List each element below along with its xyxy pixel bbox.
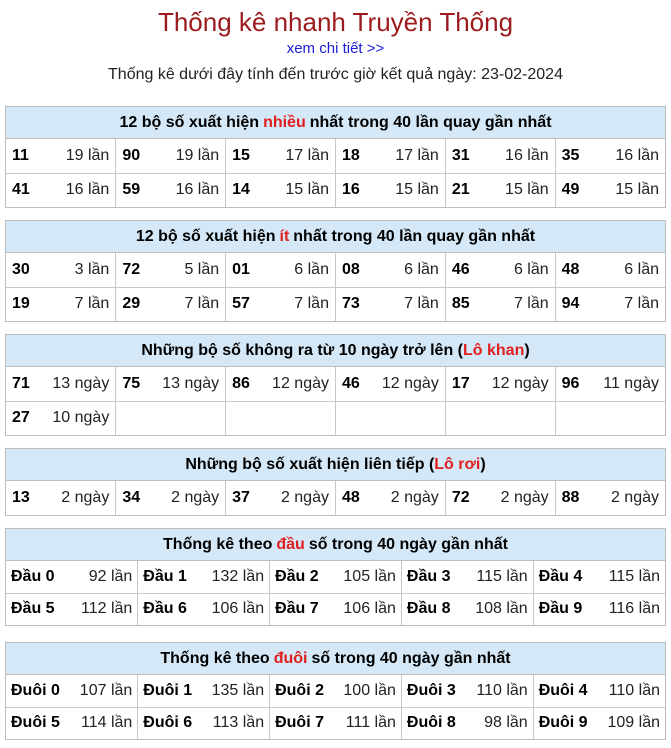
stat-count: 16 lần: [65, 181, 110, 199]
stat-number: 48: [561, 260, 580, 278]
table-cell: [6, 287, 116, 321]
table-cell: [226, 139, 336, 173]
stat-count: 3 lần: [74, 260, 110, 278]
stat-count: 132 lần: [211, 567, 265, 585]
stat-number: 30: [12, 260, 30, 278]
stat-count: 15 lần: [615, 181, 659, 199]
table-cell: [116, 253, 226, 287]
stat-count: 110 lần: [476, 681, 528, 699]
stat-cell: [12, 147, 109, 165]
stat-cell: [232, 181, 329, 199]
stat-cell: [452, 489, 549, 507]
stat-count: 114 lần: [80, 714, 133, 732]
duoi-header: Thống kê theo đuôi số trong 40 ngày gần nhất: [6, 643, 665, 675]
stat-count: 6 lần: [294, 260, 329, 278]
stat-count: 2 ngày: [500, 489, 549, 506]
table-cell: [226, 287, 336, 321]
stat-cell: [342, 375, 439, 393]
stat-count: 135 lần: [211, 681, 265, 699]
stat-count: 2 ngày: [61, 489, 110, 506]
stat-count: 7 lần: [184, 295, 220, 313]
least-frequent-header: 12 bộ số xuất hiện ít nhất trong 40 lần quay gần nhất: [6, 221, 665, 253]
most-frequent-header: 12 bộ số xuất hiện nhiều nhất trong 40 lần quay gần nhất: [6, 107, 665, 139]
table-cell: [6, 173, 116, 207]
stat-count: 7 lần: [294, 295, 329, 313]
stat-cell: [562, 261, 659, 279]
stat-cell: [562, 375, 659, 393]
stat-number: 59: [122, 181, 141, 199]
stat-cell: [562, 147, 659, 165]
table-row: [6, 367, 665, 401]
table-cell: [270, 561, 402, 593]
stat-cell: [407, 714, 528, 732]
table-cell: [6, 139, 116, 173]
stat-number: 21: [451, 181, 470, 199]
stat-number: 14: [232, 181, 250, 199]
table-cell: [116, 481, 226, 515]
table-cell: [401, 561, 533, 593]
stat-count: 7 lần: [624, 295, 659, 313]
table-cell: [6, 481, 116, 515]
table-cell: [335, 481, 445, 515]
dau-table: [6, 561, 665, 625]
stat-cell: [12, 375, 109, 393]
stat-cell: [275, 714, 396, 732]
table-cell: [555, 367, 665, 401]
table-row: [6, 561, 665, 593]
table-cell: [335, 401, 445, 435]
stat-count: 5 lần: [184, 260, 220, 278]
table-cell: [6, 675, 138, 707]
stat-number: Đuôi 2: [275, 681, 324, 699]
stat-count: 106 lần: [343, 600, 396, 618]
table-cell: [335, 253, 445, 287]
stat-number: 37: [232, 489, 250, 506]
table-cell: [6, 561, 138, 593]
table-cell: [226, 253, 336, 287]
table-cell: [6, 253, 116, 287]
table-cell: [533, 707, 665, 739]
table-cell: [270, 675, 402, 707]
stat-count: 109 lần: [607, 714, 660, 732]
table-cell: [226, 367, 336, 401]
stat-count: 100 lần: [343, 681, 396, 699]
stat-cell: [452, 147, 549, 165]
stat-count: 11 ngày: [603, 374, 659, 392]
stat-number: 96: [561, 374, 580, 392]
stat-count: 6 lần: [624, 260, 659, 278]
table-cell: [226, 481, 336, 515]
stat-number: 29: [122, 295, 141, 313]
stat-count: 108 lần: [475, 600, 528, 618]
duoi-table: [6, 675, 665, 739]
stat-number: 49: [561, 181, 580, 199]
stat-number: Đầu 9: [538, 600, 583, 618]
stat-cell: [11, 682, 132, 700]
most-frequent-section: [5, 106, 666, 208]
table-cell: [445, 401, 555, 435]
stat-number: 94: [561, 295, 580, 313]
stat-count: 2 ngày: [171, 489, 220, 506]
table-cell: [226, 401, 336, 435]
stat-number: Đầu 8: [406, 600, 451, 618]
stat-number: 48: [341, 489, 360, 506]
stat-cell: [143, 714, 264, 732]
stat-count: 105 lần: [343, 567, 396, 585]
stat-count: 2 ngày: [610, 489, 659, 506]
stat-count: 19 lần: [175, 146, 220, 164]
lo-khan-header: Những bộ số không ra từ 10 ngày trở lên ( Lô khan ): [6, 335, 665, 367]
stat-count: 107 lần: [79, 681, 133, 699]
table-cell: [445, 139, 555, 173]
stat-cell: [143, 600, 264, 618]
stat-number: 31: [451, 146, 470, 164]
stat-count: 2 ngày: [390, 489, 439, 506]
stat-cell: [562, 489, 659, 507]
table-cell: [6, 707, 138, 739]
stat-count: 15 lần: [395, 181, 439, 199]
stat-cell: [122, 147, 219, 165]
stat-count: 7 lần: [74, 295, 110, 313]
stat-count: 12 ngày: [491, 374, 549, 392]
stat-cell: [143, 568, 264, 586]
stat-number: Đuôi 3: [406, 681, 456, 699]
table-cell: [6, 593, 138, 625]
lo-khan-table: [6, 367, 665, 435]
stat-cell: [232, 261, 329, 279]
stat-count: 115 lần: [608, 567, 660, 585]
stat-cell: [407, 682, 528, 700]
stat-count: 16 lần: [615, 146, 659, 164]
table-cell: [335, 173, 445, 207]
table-row: [6, 253, 665, 287]
table-cell: [555, 481, 665, 515]
table-cell: [116, 367, 226, 401]
stat-number: Đuôi 8: [406, 714, 456, 732]
stat-count: 113 lần: [212, 714, 265, 732]
stat-cell: [562, 295, 659, 313]
table-cell: [6, 367, 116, 401]
stat-cell: [143, 682, 264, 700]
page-title: Thống kê nhanh Truyền Thống: [157, 7, 514, 37]
stat-cell: [11, 600, 132, 618]
stat-cell: [452, 295, 549, 313]
stat-count: 10 ngày: [52, 409, 110, 427]
table-row: [6, 707, 665, 739]
stat-cell: [452, 261, 549, 279]
stat-count: 15 lần: [285, 181, 329, 199]
table-row: [6, 481, 665, 515]
stat-cell: [539, 714, 660, 732]
stat-count: 17 lần: [395, 146, 439, 164]
stat-cell: [232, 147, 329, 165]
table-cell: [401, 707, 533, 739]
table-row: [6, 675, 665, 707]
stat-cell: [342, 295, 439, 313]
table-cell: [401, 675, 533, 707]
dau-section: [5, 528, 666, 626]
stat-cell: [342, 261, 439, 279]
duoi-section: [5, 642, 666, 740]
lo-roi-table: [6, 481, 665, 515]
stat-number: 46: [451, 260, 470, 278]
stat-cell: [342, 489, 439, 507]
stat-number: Đầu 3: [406, 567, 451, 585]
stat-count: 92 lần: [88, 567, 133, 585]
stat-number: Đầu 5: [11, 600, 55, 618]
stat-number: 73: [341, 295, 360, 313]
stat-number: 15: [232, 146, 250, 164]
stat-number: 86: [232, 374, 250, 392]
stat-cell: [12, 489, 109, 507]
stat-count: 112 lần: [80, 600, 133, 618]
stat-number: 88: [561, 489, 580, 506]
table-cell: [116, 173, 226, 207]
stat-number: Đầu 4: [538, 567, 583, 585]
stat-cell: [122, 489, 219, 507]
stat-cell: [11, 568, 132, 586]
stat-count: 13 ngày: [52, 374, 110, 392]
table-cell: [533, 675, 665, 707]
table-cell: [270, 593, 402, 625]
stat-cell: [407, 568, 528, 586]
table-cell: [270, 707, 402, 739]
stat-number: 34: [122, 489, 141, 506]
stat-cell: [122, 295, 219, 313]
stat-cell: [342, 147, 439, 165]
stat-number: 11: [12, 146, 29, 164]
stat-cell: [122, 261, 219, 279]
stat-number: 27: [12, 409, 30, 427]
stat-number: Đuôi 9: [538, 714, 588, 732]
stat-number: 16: [341, 181, 360, 199]
table-cell: [533, 593, 665, 625]
stat-cell: [232, 375, 329, 393]
stat-number: 85: [451, 295, 470, 313]
stat-count: 7 lần: [404, 295, 439, 313]
stat-number: Đầu 7: [275, 600, 319, 618]
table-cell: [445, 253, 555, 287]
table-cell: [138, 707, 270, 739]
stat-number: Đuôi 0: [11, 681, 60, 699]
stat-count: 2 ngày: [280, 489, 329, 506]
stat-count: 15 lần: [505, 181, 549, 199]
table-cell: [401, 593, 533, 625]
table-cell: [555, 287, 665, 321]
stat-number: 71: [12, 374, 30, 392]
stat-count: 16 lần: [175, 181, 220, 199]
stat-count: 98 lần: [484, 714, 528, 732]
stat-cell: [562, 181, 659, 199]
most-frequent-table: [6, 139, 665, 207]
stat-number: 41: [12, 181, 30, 199]
stat-cell: [11, 714, 132, 732]
table-cell: [116, 287, 226, 321]
table-cell: [445, 367, 555, 401]
stat-count: 6 lần: [513, 260, 549, 278]
stat-cell: [275, 568, 396, 586]
table-row: [6, 401, 665, 435]
stat-number: 17: [451, 374, 470, 392]
table-cell: [555, 253, 665, 287]
stat-cell: [539, 600, 660, 618]
stat-count: 6 lần: [404, 260, 439, 278]
stat-number: Đầu 2: [275, 567, 319, 585]
table-cell: [335, 367, 445, 401]
stat-cell: [232, 295, 329, 313]
dau-header: Thống kê theo đầu số trong 40 ngày gần nhất: [6, 529, 665, 561]
stat-number: 35: [561, 146, 580, 164]
stat-cell: [452, 375, 549, 393]
stat-number: 46: [341, 374, 360, 392]
stat-count: 12 ngày: [381, 374, 439, 392]
table-cell: [138, 593, 270, 625]
stat-number: 75: [122, 374, 141, 392]
stat-cell: [407, 600, 528, 618]
stat-cell: [12, 409, 109, 427]
stat-number: 13: [12, 489, 30, 506]
table-cell: [6, 401, 116, 435]
stat-count: 19 lần: [65, 146, 110, 164]
stat-number: Đuôi 6: [143, 714, 193, 732]
table-cell: [138, 675, 270, 707]
stat-number: 18: [341, 146, 360, 164]
stat-count: 7 lần: [513, 295, 549, 313]
table-cell: [445, 287, 555, 321]
stat-cell: [275, 600, 396, 618]
table-cell: [555, 401, 665, 435]
table-cell: [335, 139, 445, 173]
lo-roi-header: Những bộ số xuất hiện liên tiếp ( Lô rơi ): [6, 449, 665, 481]
stat-number: Đầu 0: [11, 567, 55, 585]
stat-count: 16 lần: [505, 146, 549, 164]
lo-khan-section: [5, 334, 666, 436]
stat-cell: [539, 568, 660, 586]
table-cell: [555, 173, 665, 207]
stat-count: 116 lần: [608, 600, 660, 618]
stat-cell: [12, 181, 109, 199]
stat-count: 106 lần: [211, 600, 265, 618]
table-cell: [445, 481, 555, 515]
stat-number: Đuôi 1: [143, 681, 193, 699]
stat-number: Đuôi 5: [11, 714, 60, 732]
stat-cell: [342, 181, 439, 199]
stat-cell: [12, 295, 109, 313]
table-row: [6, 287, 665, 321]
table-row: [6, 593, 665, 625]
stat-number: 90: [122, 146, 141, 164]
stat-count: 13 ngày: [162, 374, 220, 392]
least-frequent-table: [6, 253, 665, 321]
table-cell: [555, 139, 665, 173]
stat-number: Đầu 6: [143, 600, 187, 618]
page-header: [0, 0, 671, 97]
stat-count: 12 ngày: [272, 374, 329, 392]
stat-number: Đầu 1: [143, 567, 187, 585]
table-cell: [226, 173, 336, 207]
stat-cell: [539, 682, 660, 700]
stat-number: 57: [232, 295, 250, 313]
stat-cell: [452, 181, 549, 199]
stat-number: 19: [12, 295, 30, 313]
stat-number: 72: [451, 489, 470, 506]
stat-cell: [12, 261, 109, 279]
stat-number: Đuôi 4: [538, 681, 588, 699]
table-cell: [533, 561, 665, 593]
stat-count: 115 lần: [476, 567, 528, 585]
page-subtitle: Thống kê dưới đây tính đến trước giờ kết quả ngày: 23-02-2024: [108, 66, 563, 83]
stat-cell: [122, 181, 219, 199]
least-frequent-section: [5, 220, 666, 322]
table-cell: [445, 173, 555, 207]
stat-count: 111 lần: [345, 714, 396, 732]
table-row: [6, 173, 665, 207]
stat-number: 08: [341, 260, 360, 278]
stat-count: 110 lần: [608, 681, 660, 699]
stat-number: Đuôi 7: [275, 714, 324, 732]
detail-link[interactable]: xem chi tiết >>: [286, 40, 385, 57]
stat-number: 72: [122, 260, 141, 278]
stat-cell: [122, 375, 219, 393]
stat-count: 17 lần: [285, 146, 329, 164]
stat-cell: [275, 682, 396, 700]
table-cell: [138, 561, 270, 593]
stat-number: 01: [232, 260, 250, 278]
stat-cell: [232, 489, 329, 507]
lo-roi-section: [5, 448, 666, 516]
table-cell: [116, 401, 226, 435]
table-cell: [335, 287, 445, 321]
table-row: [6, 139, 665, 173]
table-cell: [116, 139, 226, 173]
